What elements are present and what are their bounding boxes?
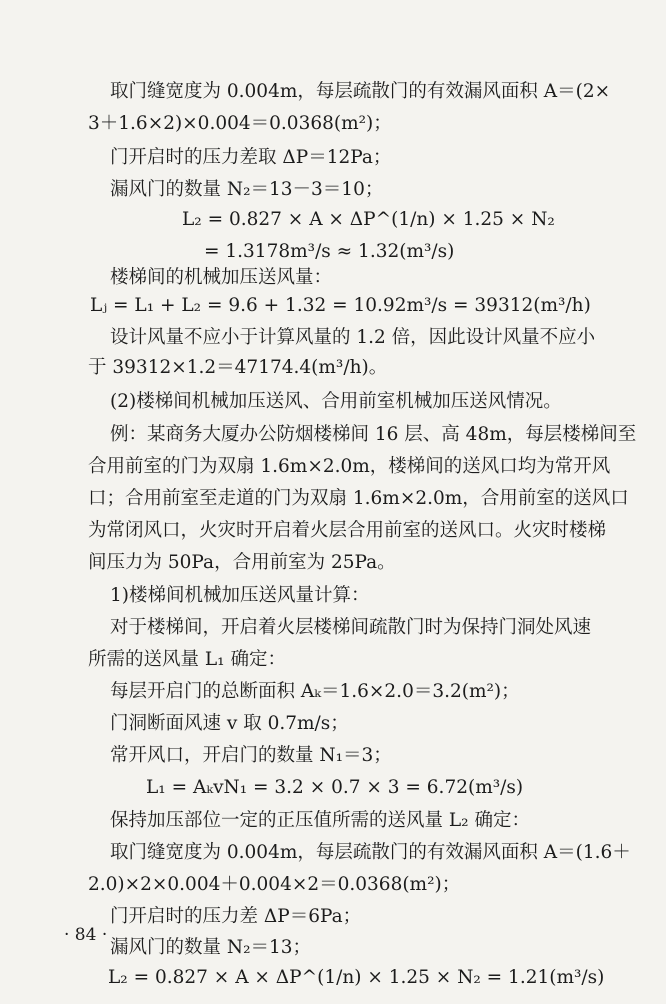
formula-line: Lⱼ = L₁ + L₂ = 9.6 + 1.32 = 10.92m³/s = 39312(m³/h) — [90, 295, 591, 316]
text-line: 对于楼梯间，开启着火层楼梯间疏散门时为保持门洞处风速 — [110, 617, 592, 638]
text-line: 门洞断面风速 v 取 0.7m/s； — [110, 713, 349, 734]
text-line: 取门缝宽度为 0.004m，每层疏散门的有效漏风面积 A＝(2× — [110, 81, 611, 102]
text-line: 1)楼梯间机械加压送风量计算： — [110, 585, 370, 606]
text-line: 为常闭风口，火灾时开启着火层合用前室的送风口。火灾时楼梯 — [88, 520, 607, 541]
formula-line: L₁ = AₖvN₁ = 3.2 × 0.7 × 3 = 6.72(m³/s) — [146, 777, 524, 798]
text-line: 间压力为 50Pa，合用前室为 25Pa。 — [88, 552, 396, 573]
text-line: 取门缝宽度为 0.004m，每层疏散门的有效漏风面积 A＝(1.6＋ — [110, 842, 631, 863]
formula-line: = 1.3178m³/s ≈ 1.32(m³/s) — [204, 241, 455, 262]
text-line: 门开启时的压力差 ΔP＝6Pa； — [110, 906, 362, 927]
text-line: 楼梯间的机械加压送风量： — [110, 267, 333, 288]
text-line: 设计风量不应小于计算风量的 1.2 倍，因此设计风量不应小 — [110, 327, 596, 348]
text-line: 门开启时的压力差取 ΔP＝12Pa； — [110, 147, 392, 168]
formula-line: L₂ = 0.827 × A × ΔP^(1/n) × 1.25 × N₂ = 1.21(m³/s) — [108, 967, 605, 988]
text-line: 所需的送风量 L₁ 确定： — [88, 649, 286, 670]
text-line: 3＋1.6×2)×0.004＝0.0368(m²)； — [88, 113, 392, 134]
text-line: 常开风口，开启门的数量 N₁＝3； — [110, 745, 392, 766]
text-line: (2)楼梯间机械加压送风、合用前室机械加压送风情况。 — [110, 391, 562, 412]
text-line: 于 39312×1.2＝47174.4(m³/h)。 — [88, 357, 388, 378]
text-line: 例：某商务大厦办公防烟楼梯间 16 层、高 48m，每层楼梯间至 — [110, 424, 637, 445]
formula-line: L₂ = 0.827 × A × ΔP^(1/n) × 1.25 × N₂ — [182, 209, 555, 230]
text-line: 保持加压部位一定的正压值所需的送风量 L₂ 确定： — [110, 810, 530, 831]
text-line: 漏风门的数量 N₂＝13； — [110, 937, 312, 958]
text-line: 漏风门的数量 N₂＝13－3＝10； — [110, 179, 384, 200]
text-line: 口；合用前室至走道的门为双扇 1.6m×2.0m，合用前室的送风口 — [88, 488, 629, 509]
page-number: · 84 · — [64, 925, 108, 945]
text-line: 合用前室的门为双扇 1.6m×2.0m，楼梯间的送风口均为常开风 — [88, 456, 611, 477]
text-line: 每层开启门的总断面积 Aₖ＝1.6×2.0＝3.2(m²)； — [110, 681, 520, 702]
text-line: 2.0)×2×0.004＋0.004×2＝0.0368(m²)； — [88, 874, 461, 895]
